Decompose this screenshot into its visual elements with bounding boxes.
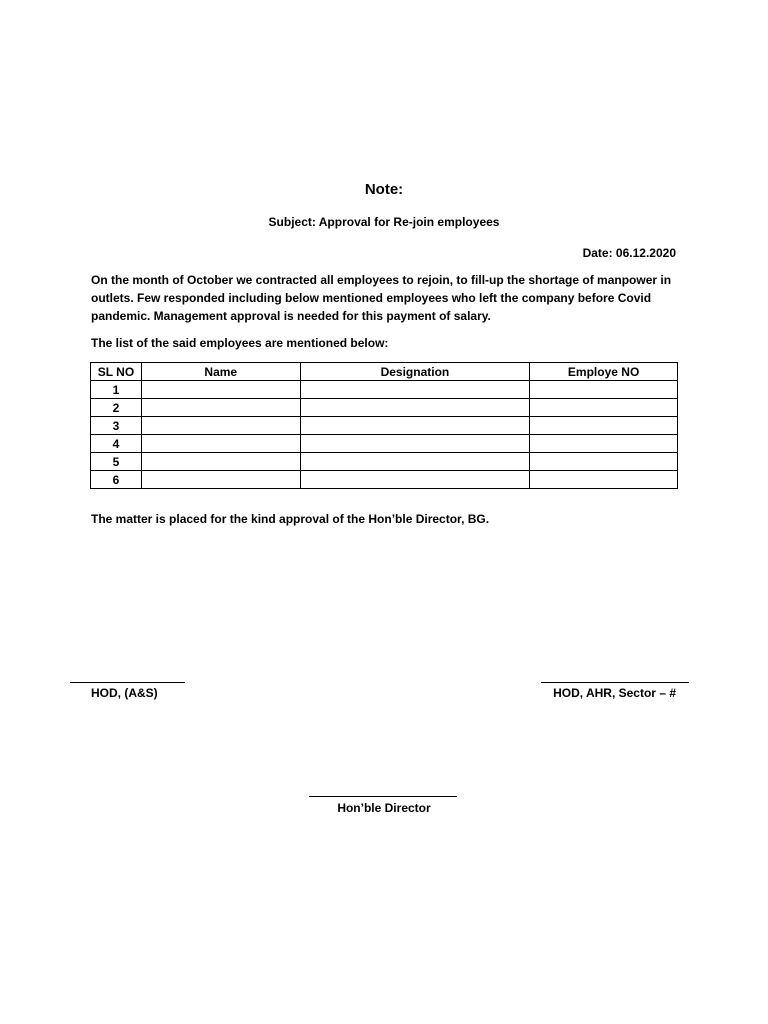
table-row [91, 471, 678, 489]
header-employee-no: Employe NO [530, 363, 678, 381]
cell-sl-no: 2 [91, 399, 142, 417]
signature-label-hod-as: HOD, (A&S) [91, 686, 158, 700]
cell-name [141, 381, 300, 399]
body-paragraph-list-intro: The list of the said employees are mentioned below: [91, 336, 389, 350]
cell-sl-no: 4 [91, 435, 142, 453]
cell-designation [300, 381, 530, 399]
cell-employee-no [530, 399, 678, 417]
table-row [91, 435, 678, 453]
signature-line-director [309, 796, 457, 797]
table-header-row [91, 363, 678, 381]
body-paragraph-closing: The matter is placed for the kind approval of the Hon’ble Director, BG. [91, 512, 490, 526]
cell-designation [300, 471, 530, 489]
cell-designation [300, 417, 530, 435]
cell-designation [300, 435, 530, 453]
table-row [91, 453, 678, 471]
cell-name [141, 399, 300, 417]
signature-line-hod-ahr [541, 682, 689, 683]
signature-label-hod-ahr: HOD, AHR, Sector – # [553, 686, 676, 700]
header-designation: Designation [300, 363, 530, 381]
cell-employee-no [530, 417, 678, 435]
table-row [91, 417, 678, 435]
cell-sl-no: 1 [91, 381, 142, 399]
cell-sl-no: 3 [91, 417, 142, 435]
subject-line: Subject: Approval for Re-join employees [268, 215, 500, 229]
date-line: Date: 06.12.2020 [582, 246, 676, 260]
cell-employee-no [530, 471, 678, 489]
cell-name [141, 453, 300, 471]
cell-sl-no: 5 [91, 453, 142, 471]
body-paragraph-intro: On the month of October we contracted all employees to rejoin, to fill-up the shortage of manpower in outlets. Few responded including below mentioned employees who left the company before Covid pandemic. Management approval is needed for this payment of salary. [91, 273, 672, 323]
header-name: Name [141, 363, 300, 381]
signature-label-director: Hon’ble Director [337, 801, 431, 815]
cell-name [141, 417, 300, 435]
cell-designation [300, 399, 530, 417]
table-row [91, 381, 678, 399]
cell-employee-no [530, 453, 678, 471]
cell-designation [300, 453, 530, 471]
signature-line-hod-as [70, 682, 185, 683]
employee-table [90, 362, 678, 489]
table-row [91, 399, 678, 417]
cell-name [141, 471, 300, 489]
cell-name [141, 435, 300, 453]
header-sl-no: SL NO [91, 363, 142, 381]
note-title: Note: [364, 181, 404, 198]
cell-employee-no [530, 435, 678, 453]
cell-employee-no [530, 381, 678, 399]
cell-sl-no: 6 [91, 471, 142, 489]
